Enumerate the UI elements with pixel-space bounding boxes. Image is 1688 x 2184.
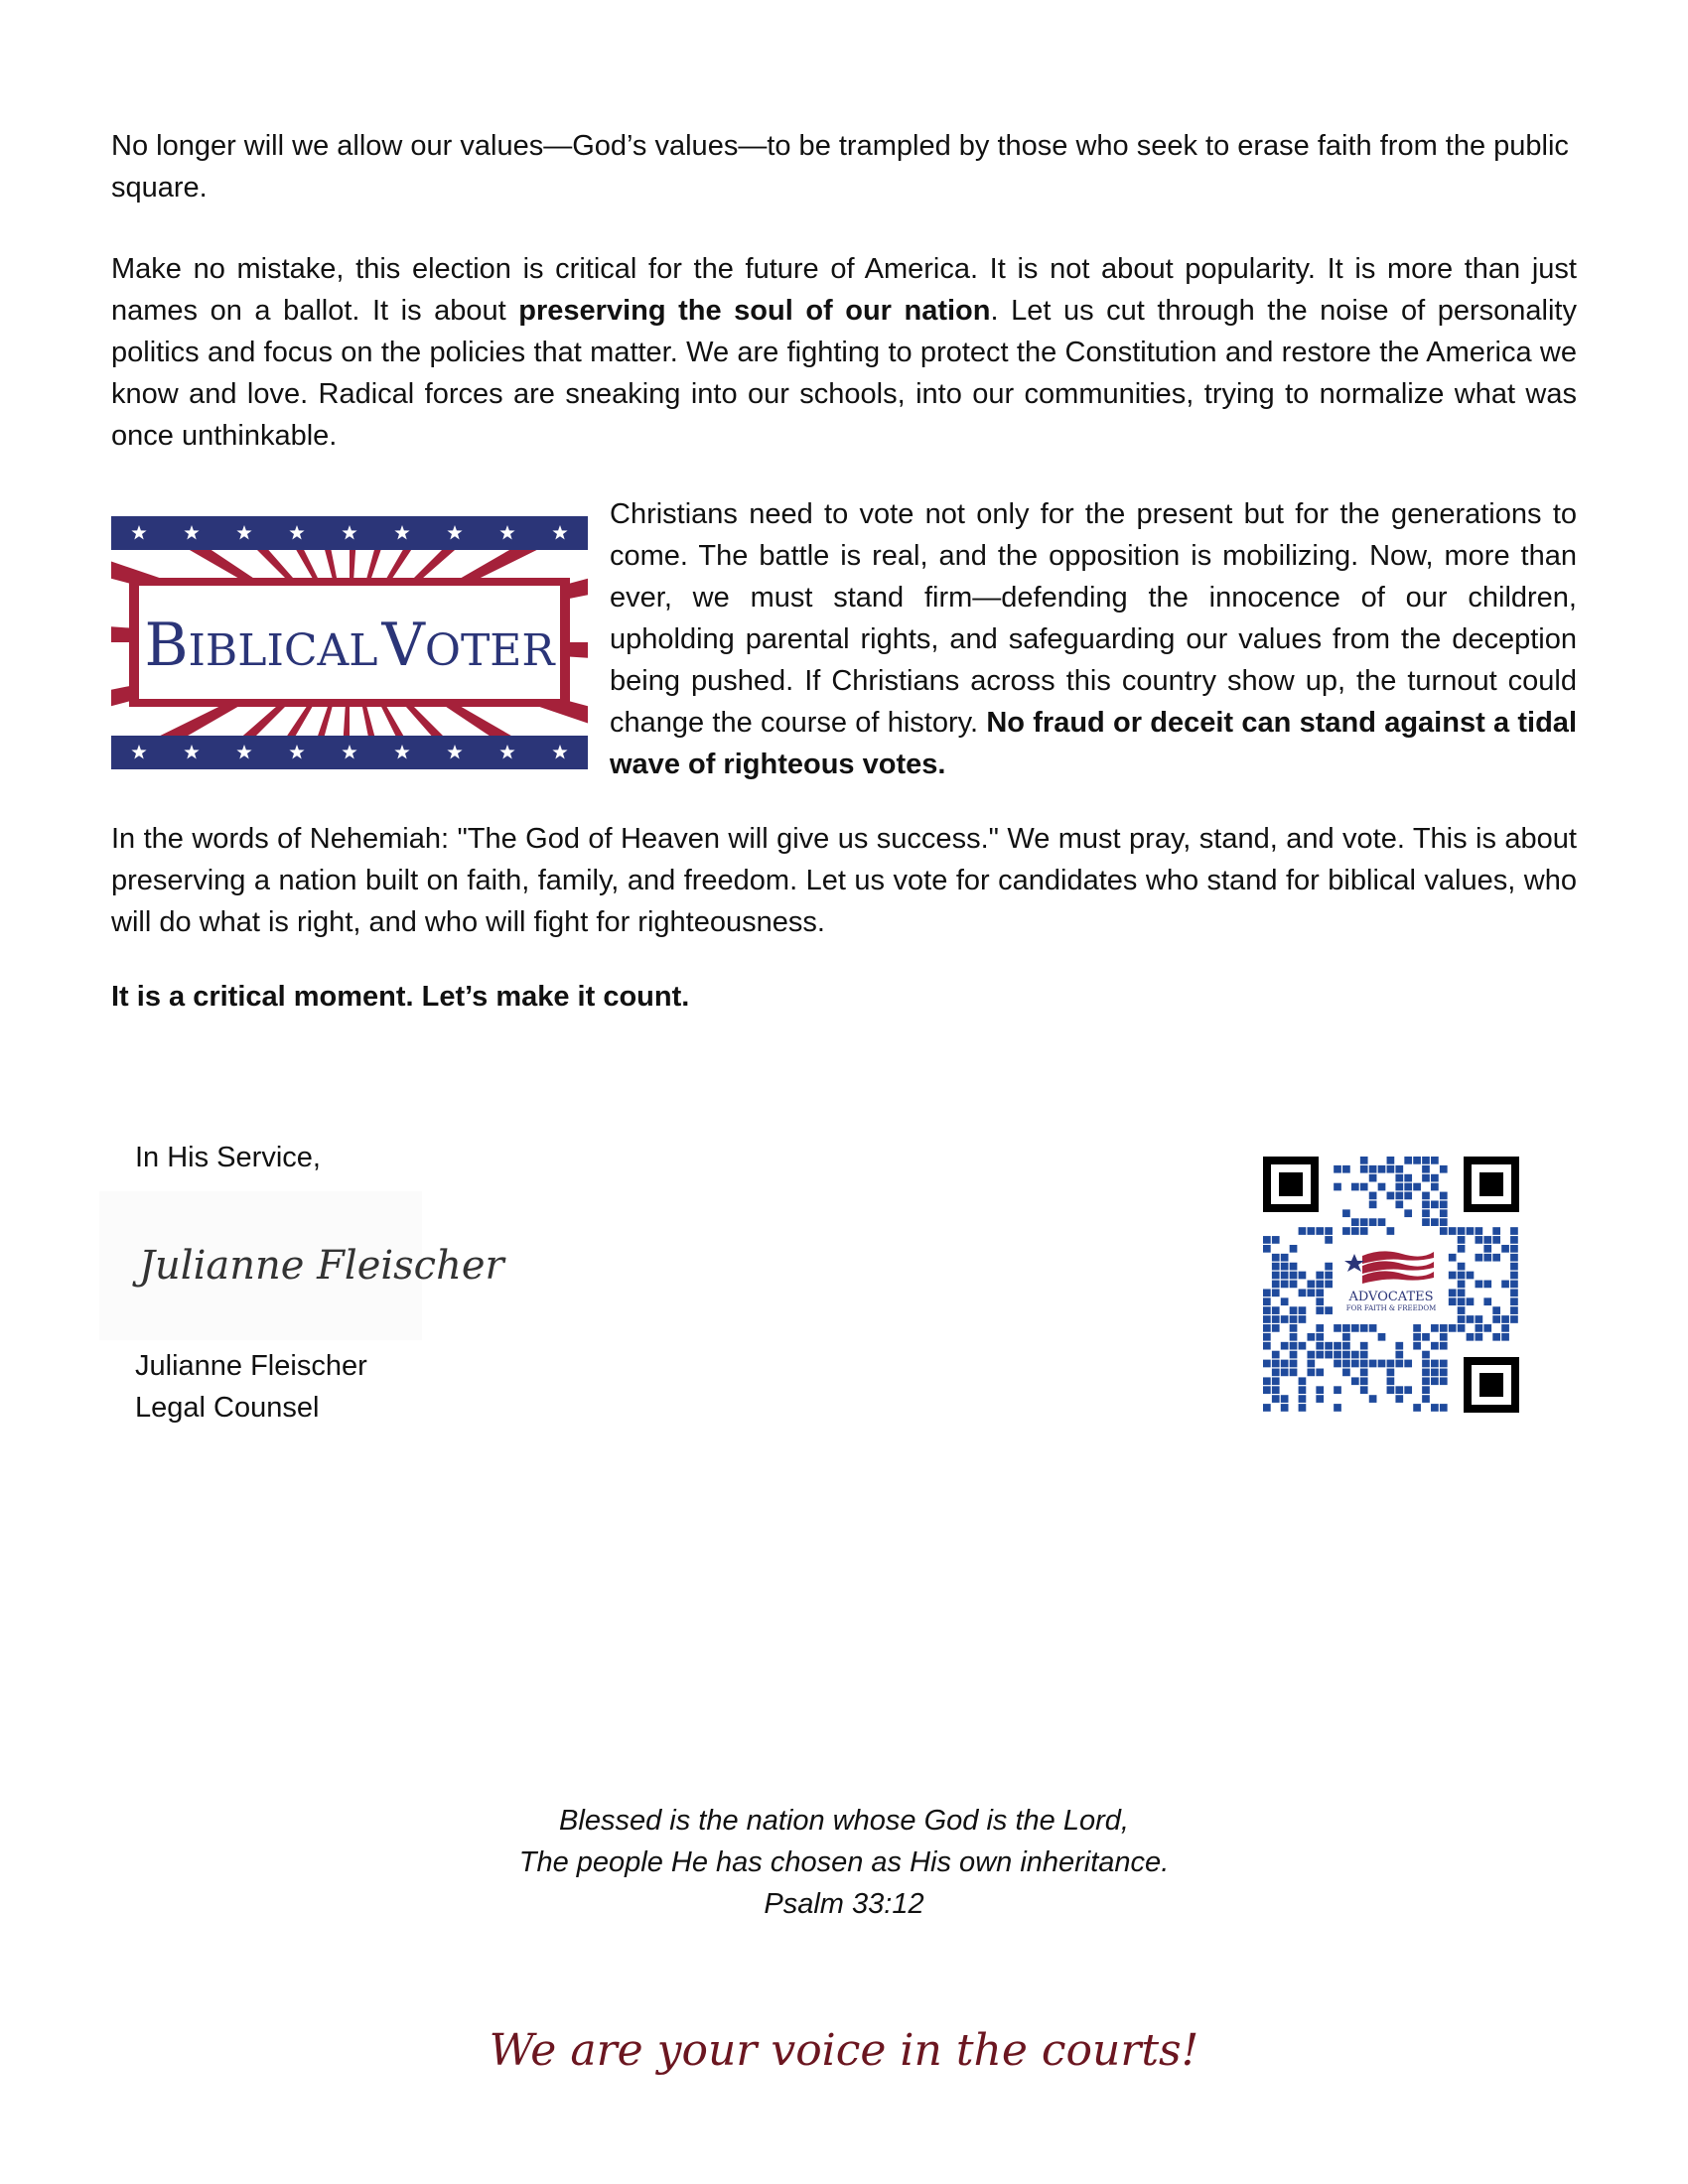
qr-module	[1458, 1306, 1466, 1314]
qr-module	[1272, 1263, 1280, 1271]
qr-module	[1440, 1377, 1448, 1385]
signature-script: Julianne Fleischer	[139, 1243, 504, 1289]
qr-module	[1422, 1386, 1430, 1394]
qr-module	[1378, 1360, 1386, 1368]
qr-module	[1422, 1200, 1430, 1208]
qr-module	[1395, 1360, 1403, 1368]
qr-module	[1299, 1289, 1307, 1297]
qr-module	[1299, 1386, 1307, 1394]
qr-module	[1387, 1360, 1395, 1368]
qr-module	[1281, 1272, 1289, 1280]
qr-module	[1263, 1377, 1271, 1385]
qr-module	[1476, 1281, 1483, 1289]
qr-module	[1431, 1360, 1439, 1368]
qr-module	[1342, 1209, 1350, 1217]
qr-module	[1316, 1386, 1324, 1394]
qr-module	[1369, 1174, 1377, 1182]
qr-module	[1334, 1351, 1341, 1359]
qr-module	[1272, 1315, 1280, 1323]
qr-module	[1387, 1157, 1395, 1164]
qr-module	[1281, 1297, 1289, 1305]
qr-module	[1307, 1227, 1315, 1235]
qr-module	[1422, 1377, 1430, 1385]
qr-module	[1467, 1227, 1475, 1235]
qr-module	[1476, 1315, 1483, 1323]
qr-module	[1299, 1315, 1307, 1323]
qr-module	[1449, 1227, 1457, 1235]
qr-module	[1492, 1254, 1500, 1262]
qr-module	[1431, 1174, 1439, 1182]
qr-module	[1422, 1165, 1430, 1173]
qr-module	[1290, 1263, 1298, 1271]
qr-module	[1422, 1360, 1430, 1368]
qr-finder-bottom-right	[1464, 1357, 1519, 1413]
qr-module	[1281, 1263, 1289, 1271]
paragraph-critical-moment: It is a critical moment. Let’s make it count.	[111, 981, 690, 1013]
qr-module	[1290, 1333, 1298, 1341]
qr-module	[1510, 1289, 1518, 1297]
qr-module	[1351, 1227, 1359, 1235]
qr-module	[1263, 1342, 1271, 1350]
qr-module	[1492, 1227, 1500, 1235]
p3-bold: No fraud or deceit can stand against a tidal wave of righteous votes.	[610, 707, 1577, 780]
qr-module	[1360, 1351, 1368, 1359]
qr-module	[1510, 1263, 1518, 1271]
qr-module	[1290, 1315, 1298, 1323]
qr-module	[1501, 1315, 1509, 1323]
qr-module	[1307, 1289, 1315, 1297]
qr-module	[1360, 1218, 1368, 1226]
qr-module	[1413, 1183, 1421, 1191]
qr-module	[1440, 1404, 1448, 1412]
qr-module	[1413, 1342, 1421, 1350]
qr-module	[1467, 1315, 1475, 1323]
qr-module	[1431, 1369, 1439, 1377]
qr-module	[1325, 1227, 1333, 1235]
qr-module	[1501, 1245, 1509, 1253]
qr-module	[1316, 1395, 1324, 1403]
qr-module	[1422, 1369, 1430, 1377]
qr-module	[1395, 1165, 1403, 1173]
qr-module	[1360, 1157, 1368, 1164]
qr-module	[1404, 1157, 1412, 1164]
banner-letter-b: B	[144, 611, 189, 680]
paragraph-values: No longer will we allow our values—God’s values—to be trampled by those who seek to erase faith from the public square.	[111, 130, 1569, 204]
qr-module	[1299, 1377, 1307, 1385]
qr-module	[1272, 1254, 1280, 1262]
qr-module	[1360, 1165, 1368, 1173]
qr-module	[1299, 1227, 1307, 1235]
qr-module	[1325, 1342, 1333, 1350]
qr-module	[1342, 1369, 1350, 1377]
qr-module	[1316, 1272, 1324, 1280]
signer-name: Julianne Fleischer	[135, 1350, 367, 1382]
qr-module	[1404, 1174, 1412, 1182]
banner-word-iblical: IBLICAL	[188, 625, 378, 676]
qr-module	[1325, 1351, 1333, 1359]
banner-letter-v: V	[381, 611, 425, 680]
verse-line-2: The people He has chosen as His own inheritance.	[518, 1846, 1170, 1878]
qr-module	[1263, 1333, 1271, 1341]
qr-module	[1422, 1333, 1430, 1341]
qr-module	[1510, 1245, 1518, 1253]
qr-module	[1281, 1342, 1289, 1350]
psalm-quote	[348, 1800, 1340, 1925]
qr-module	[1369, 1165, 1377, 1173]
qr-module	[1413, 1324, 1421, 1332]
qr-module	[1272, 1289, 1280, 1297]
qr-module	[1290, 1324, 1298, 1332]
qr-module	[1483, 1245, 1491, 1253]
qr-module	[1342, 1165, 1350, 1173]
signature-image	[99, 1191, 504, 1340]
qr-module	[1263, 1386, 1271, 1394]
qr-module	[1404, 1360, 1412, 1368]
qr-module	[1467, 1297, 1475, 1305]
qr-module	[1387, 1377, 1395, 1385]
qr-module	[1325, 1236, 1333, 1244]
qr-module	[1299, 1306, 1307, 1314]
qr-module	[1316, 1324, 1324, 1332]
qr-module	[1501, 1281, 1509, 1289]
qr-module	[1263, 1324, 1271, 1332]
qr-module	[1299, 1395, 1307, 1403]
qr-code[interactable]	[1263, 1157, 1519, 1413]
qr-module	[1290, 1360, 1298, 1368]
qr-module	[1316, 1297, 1324, 1305]
qr-module	[1440, 1200, 1448, 1208]
qr-module	[1458, 1315, 1466, 1323]
qr-module	[1360, 1183, 1368, 1191]
qr-module	[1360, 1227, 1368, 1235]
qr-module	[1449, 1289, 1457, 1297]
qr-module	[1413, 1333, 1421, 1341]
qr-module	[1342, 1227, 1350, 1235]
qr-module	[1316, 1342, 1324, 1350]
qr-module	[1334, 1360, 1341, 1368]
qr-module	[1307, 1351, 1315, 1359]
qr-module	[1272, 1395, 1280, 1403]
qr-module	[1281, 1315, 1289, 1323]
qr-module	[1378, 1333, 1386, 1341]
tagline: We are your voice in the courts!	[489, 2025, 1199, 2076]
qr-module	[1334, 1404, 1341, 1412]
qr-module	[1351, 1360, 1359, 1368]
qr-module	[1483, 1236, 1491, 1244]
qr-module	[1351, 1351, 1359, 1359]
qr-module	[1387, 1192, 1395, 1200]
qr-module	[1449, 1272, 1457, 1280]
qr-module	[1395, 1192, 1403, 1200]
qr-module	[1458, 1236, 1466, 1244]
qr-module	[1458, 1227, 1466, 1235]
qr-module	[1378, 1183, 1386, 1191]
qr-module	[1440, 1227, 1448, 1235]
qr-module	[1263, 1315, 1271, 1323]
logo-line2: FOR FAITH & FREEDOM	[1345, 1304, 1437, 1312]
qr-module	[1422, 1209, 1430, 1217]
verse-reference: Psalm 33:12	[764, 1888, 924, 1920]
qr-module	[1483, 1254, 1491, 1262]
qr-module	[1325, 1281, 1333, 1289]
paragraph-christians-vote	[610, 493, 1577, 785]
qr-finder-top-left	[1263, 1157, 1319, 1212]
logo-line1: ADVOCATES	[1348, 1290, 1434, 1304]
qr-module	[1272, 1377, 1280, 1385]
qr-module	[1449, 1297, 1457, 1305]
qr-module	[1272, 1272, 1280, 1280]
qr-module	[1360, 1377, 1368, 1385]
qr-module	[1272, 1386, 1280, 1394]
qr-module	[1360, 1369, 1368, 1377]
qr-module	[1351, 1324, 1359, 1332]
qr-module	[1325, 1306, 1333, 1314]
qr-module	[1272, 1236, 1280, 1244]
qr-module	[1422, 1351, 1430, 1359]
qr-module	[1395, 1200, 1403, 1208]
p2-text-c: . Let us cut through the noise of personality politics and focus on the policies that matter. We are fighting to protect the Constitution and restore the America we know and love. Radical forces are sneaking into our schools, into our communities, trying to normalize what was once unthinkable.	[111, 295, 1577, 452]
biblical-voter-banner	[111, 516, 588, 769]
qr-module	[1299, 1404, 1307, 1412]
qr-module	[1281, 1404, 1289, 1412]
qr-module	[1476, 1254, 1483, 1262]
qr-module	[1395, 1174, 1403, 1182]
qr-module	[1316, 1306, 1324, 1314]
qr-module	[1440, 1324, 1448, 1332]
qr-module	[1395, 1386, 1403, 1394]
qr-module	[1342, 1333, 1350, 1341]
qr-module	[1263, 1289, 1271, 1297]
qr-module	[1281, 1369, 1289, 1377]
qr-module	[1431, 1157, 1439, 1164]
qr-module	[1316, 1227, 1324, 1235]
qr-module	[1422, 1218, 1430, 1226]
banner-word-oter: OTER	[424, 625, 555, 676]
qr-module	[1299, 1272, 1307, 1280]
qr-module	[1440, 1369, 1448, 1377]
qr-module	[1492, 1236, 1500, 1244]
p3-text-a: Christians need to vote not only for the present but for the generations to come. The battle is real, and the opposition is mobilizing. Now, more than ever, we must stand firm—defending the innocence of our children, upholding parental rights, and safeguarding our values from the deception being pushed. If Christians across this country show up, the turnout could change the course of history.	[610, 498, 1577, 739]
qr-module	[1440, 1165, 1448, 1173]
qr-module	[1458, 1272, 1466, 1280]
qr-module	[1501, 1333, 1509, 1341]
qr-module	[1483, 1297, 1491, 1305]
qr-module	[1501, 1324, 1509, 1332]
signer-block	[135, 1345, 367, 1429]
qr-module	[1422, 1157, 1430, 1164]
qr-module	[1307, 1281, 1315, 1289]
paragraph-election	[111, 248, 1577, 457]
qr-module	[1476, 1324, 1483, 1332]
verse-line-1: Blessed is the nation whose God is the Lord,	[559, 1805, 1129, 1837]
qr-module	[1290, 1369, 1298, 1377]
qr-module	[1510, 1306, 1518, 1314]
qr-module	[1413, 1404, 1421, 1412]
qr-module	[1281, 1254, 1289, 1262]
qr-module	[1351, 1377, 1359, 1385]
qr-module	[1290, 1245, 1298, 1253]
qr-module	[1342, 1324, 1350, 1332]
qr-module	[1510, 1315, 1518, 1323]
qr-module	[1272, 1281, 1280, 1289]
qr-module	[1290, 1342, 1298, 1350]
qr-module	[1431, 1324, 1439, 1332]
qr-module	[1369, 1218, 1377, 1226]
qr-module	[1334, 1386, 1341, 1394]
qr-module	[1431, 1218, 1439, 1226]
qr-module	[1387, 1227, 1395, 1235]
qr-module	[1334, 1342, 1341, 1350]
qr-module	[1483, 1324, 1491, 1332]
signer-title: Legal Counsel	[135, 1392, 320, 1424]
qr-module	[1316, 1351, 1324, 1359]
qr-module	[1351, 1183, 1359, 1191]
qr-module	[1369, 1324, 1377, 1332]
qr-module	[1360, 1386, 1368, 1394]
qr-module	[1476, 1227, 1483, 1235]
qr-module	[1334, 1165, 1341, 1173]
qr-module	[1307, 1369, 1315, 1377]
qr-module	[1440, 1360, 1448, 1368]
qr-module	[1510, 1281, 1518, 1289]
qr-module	[1281, 1360, 1289, 1368]
qr-module	[1440, 1218, 1448, 1226]
qr-module	[1387, 1386, 1395, 1394]
qr-module	[1342, 1342, 1350, 1350]
qr-module	[1431, 1183, 1439, 1191]
qr-module	[1351, 1218, 1359, 1226]
qr-module	[1510, 1236, 1518, 1244]
qr-module	[1316, 1281, 1324, 1289]
qr-module	[1492, 1306, 1500, 1314]
qr-module	[1467, 1333, 1475, 1341]
qr-module	[1263, 1360, 1271, 1368]
qr-module	[1290, 1281, 1298, 1289]
qr-module	[1510, 1227, 1518, 1235]
qr-module	[1492, 1315, 1500, 1323]
qr-module	[1369, 1200, 1377, 1208]
qr-module	[1342, 1351, 1350, 1359]
qr-module	[1316, 1333, 1324, 1341]
qr-module	[1422, 1395, 1430, 1403]
qr-module	[1458, 1297, 1466, 1305]
qr-module	[1360, 1360, 1368, 1368]
qr-module	[1440, 1333, 1448, 1341]
qr-module	[1369, 1360, 1377, 1368]
qr-module	[1307, 1333, 1315, 1341]
qr-module	[1440, 1209, 1448, 1217]
closing-line: In His Service,	[135, 1142, 321, 1173]
qr-module	[1467, 1272, 1475, 1280]
qr-module	[1510, 1297, 1518, 1305]
qr-module	[1334, 1183, 1341, 1191]
qr-module	[1458, 1263, 1466, 1271]
qr-module	[1378, 1165, 1386, 1173]
qr-module	[1510, 1254, 1518, 1262]
qr-module	[1360, 1342, 1368, 1350]
qr-module	[1395, 1395, 1403, 1403]
qr-module	[1431, 1342, 1439, 1350]
qr-module	[1404, 1209, 1412, 1217]
advocates-logo	[1336, 1238, 1446, 1315]
qr-module	[1281, 1281, 1289, 1289]
qr-module	[1387, 1369, 1395, 1377]
paragraph-nehemiah: In the words of Nehemiah: "The God of Heaven will give us success." We must pray, stand, and vote. This is about preserving a nation built on faith, family, and freedom. Let us vote for candidates who stand for biblical values, who will do what is right, and who will fight for righteousness.	[111, 823, 1577, 938]
qr-module	[1360, 1324, 1368, 1332]
qr-module	[1404, 1386, 1412, 1394]
qr-module	[1431, 1377, 1439, 1385]
qr-module	[1342, 1360, 1350, 1368]
qr-module	[1458, 1324, 1466, 1332]
qr-module	[1395, 1342, 1403, 1350]
qr-module	[1483, 1281, 1491, 1289]
qr-finder-top-right	[1464, 1157, 1519, 1212]
qr-module	[1449, 1324, 1457, 1332]
qr-module	[1272, 1324, 1280, 1332]
qr-module	[1263, 1236, 1271, 1244]
qr-module	[1369, 1192, 1377, 1200]
qr-module	[1395, 1351, 1403, 1359]
qr-module	[1440, 1342, 1448, 1350]
qr-module	[1263, 1297, 1271, 1305]
p2-bold: preserving the soul of our nation	[518, 295, 991, 327]
qr-module	[1334, 1324, 1341, 1332]
qr-module	[1387, 1165, 1395, 1173]
qr-module	[1476, 1236, 1483, 1244]
qr-module	[1458, 1245, 1466, 1253]
qr-module	[1325, 1272, 1333, 1280]
qr-module	[1422, 1192, 1430, 1200]
qr-module	[1369, 1395, 1377, 1403]
qr-module	[1299, 1342, 1307, 1350]
qr-module	[1281, 1395, 1289, 1403]
qr-module	[1404, 1192, 1412, 1200]
qr-module	[1431, 1200, 1439, 1208]
qr-module	[1440, 1192, 1448, 1200]
qr-module	[1272, 1351, 1280, 1359]
p2-text-a: Make no mistake, this election is critical for the future of America. It is not about popularity. It is more than just names on a ballot. It is about	[111, 253, 1577, 327]
qr-module	[1458, 1281, 1466, 1289]
qr-module	[1404, 1183, 1412, 1191]
qr-module	[1458, 1289, 1466, 1297]
qr-module	[1492, 1333, 1500, 1341]
qr-module	[1272, 1369, 1280, 1377]
qr-module	[1263, 1404, 1271, 1412]
qr-module	[1290, 1306, 1298, 1314]
qr-module	[1431, 1404, 1439, 1412]
qr-module	[1290, 1351, 1298, 1359]
qr-module	[1395, 1183, 1403, 1191]
qr-module	[1263, 1245, 1271, 1253]
qr-module	[1316, 1369, 1324, 1377]
qr-module	[1449, 1254, 1457, 1262]
qr-module	[1316, 1289, 1324, 1297]
qr-module	[1422, 1174, 1430, 1182]
qr-module	[1413, 1157, 1421, 1164]
qr-module	[1272, 1306, 1280, 1314]
qr-module	[1263, 1306, 1271, 1314]
qr-module	[1476, 1333, 1483, 1341]
qr-module	[1325, 1263, 1333, 1271]
qr-module	[1307, 1360, 1315, 1368]
qr-module	[1272, 1360, 1280, 1368]
qr-module	[1510, 1272, 1518, 1280]
qr-module	[1290, 1272, 1298, 1280]
qr-module	[1378, 1218, 1386, 1226]
